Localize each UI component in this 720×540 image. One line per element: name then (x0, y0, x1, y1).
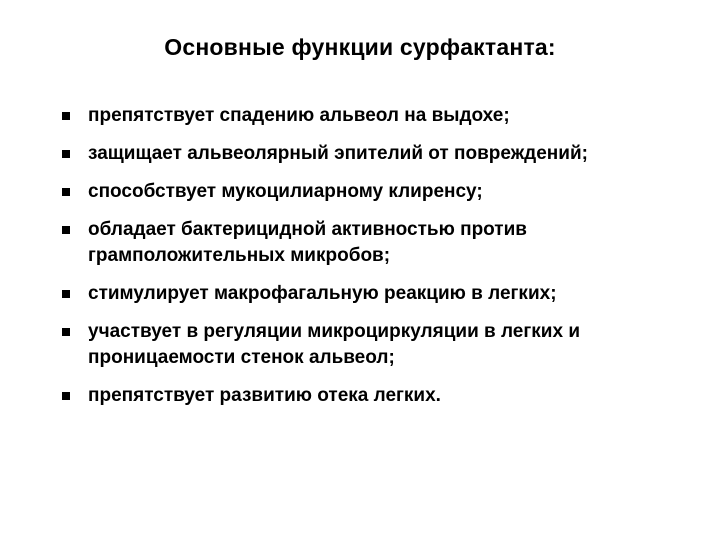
slide-title: Основные функции сурфактанта: (164, 34, 556, 60)
bullet-text: стимулирует макрофагальную реакцию в легких; (88, 283, 557, 304)
square-bullet-icon (62, 226, 70, 234)
bullet-text: обладает бактерицидной активностью против грамположительных микробов; (88, 219, 527, 266)
bullet-text: участвует в регуляции микроциркуляции в легких и проницаемости стенок альвеол; (88, 321, 580, 368)
square-bullet-icon (62, 112, 70, 120)
bullet-text: защищает альвеолярный эпителий от повреждений; (88, 143, 588, 164)
bullet-item (62, 319, 692, 371)
square-bullet-icon (62, 328, 70, 336)
bullet-list (62, 103, 692, 421)
bullet-item (62, 281, 692, 307)
square-bullet-icon (62, 290, 70, 298)
square-bullet-icon (62, 392, 70, 400)
bullet-text: способствует мукоцилиарному клиренсу; (88, 181, 483, 202)
bullet-item (62, 179, 692, 205)
square-bullet-icon (62, 188, 70, 196)
bullet-item (62, 103, 692, 129)
bullet-text: препятствует спадению альвеол на выдохе; (88, 105, 510, 126)
bullet-item (62, 217, 692, 269)
bullet-item (62, 383, 692, 409)
bullet-text: препятствует развитию отека легких. (88, 385, 441, 406)
square-bullet-icon (62, 150, 70, 158)
bullet-item (62, 141, 692, 167)
